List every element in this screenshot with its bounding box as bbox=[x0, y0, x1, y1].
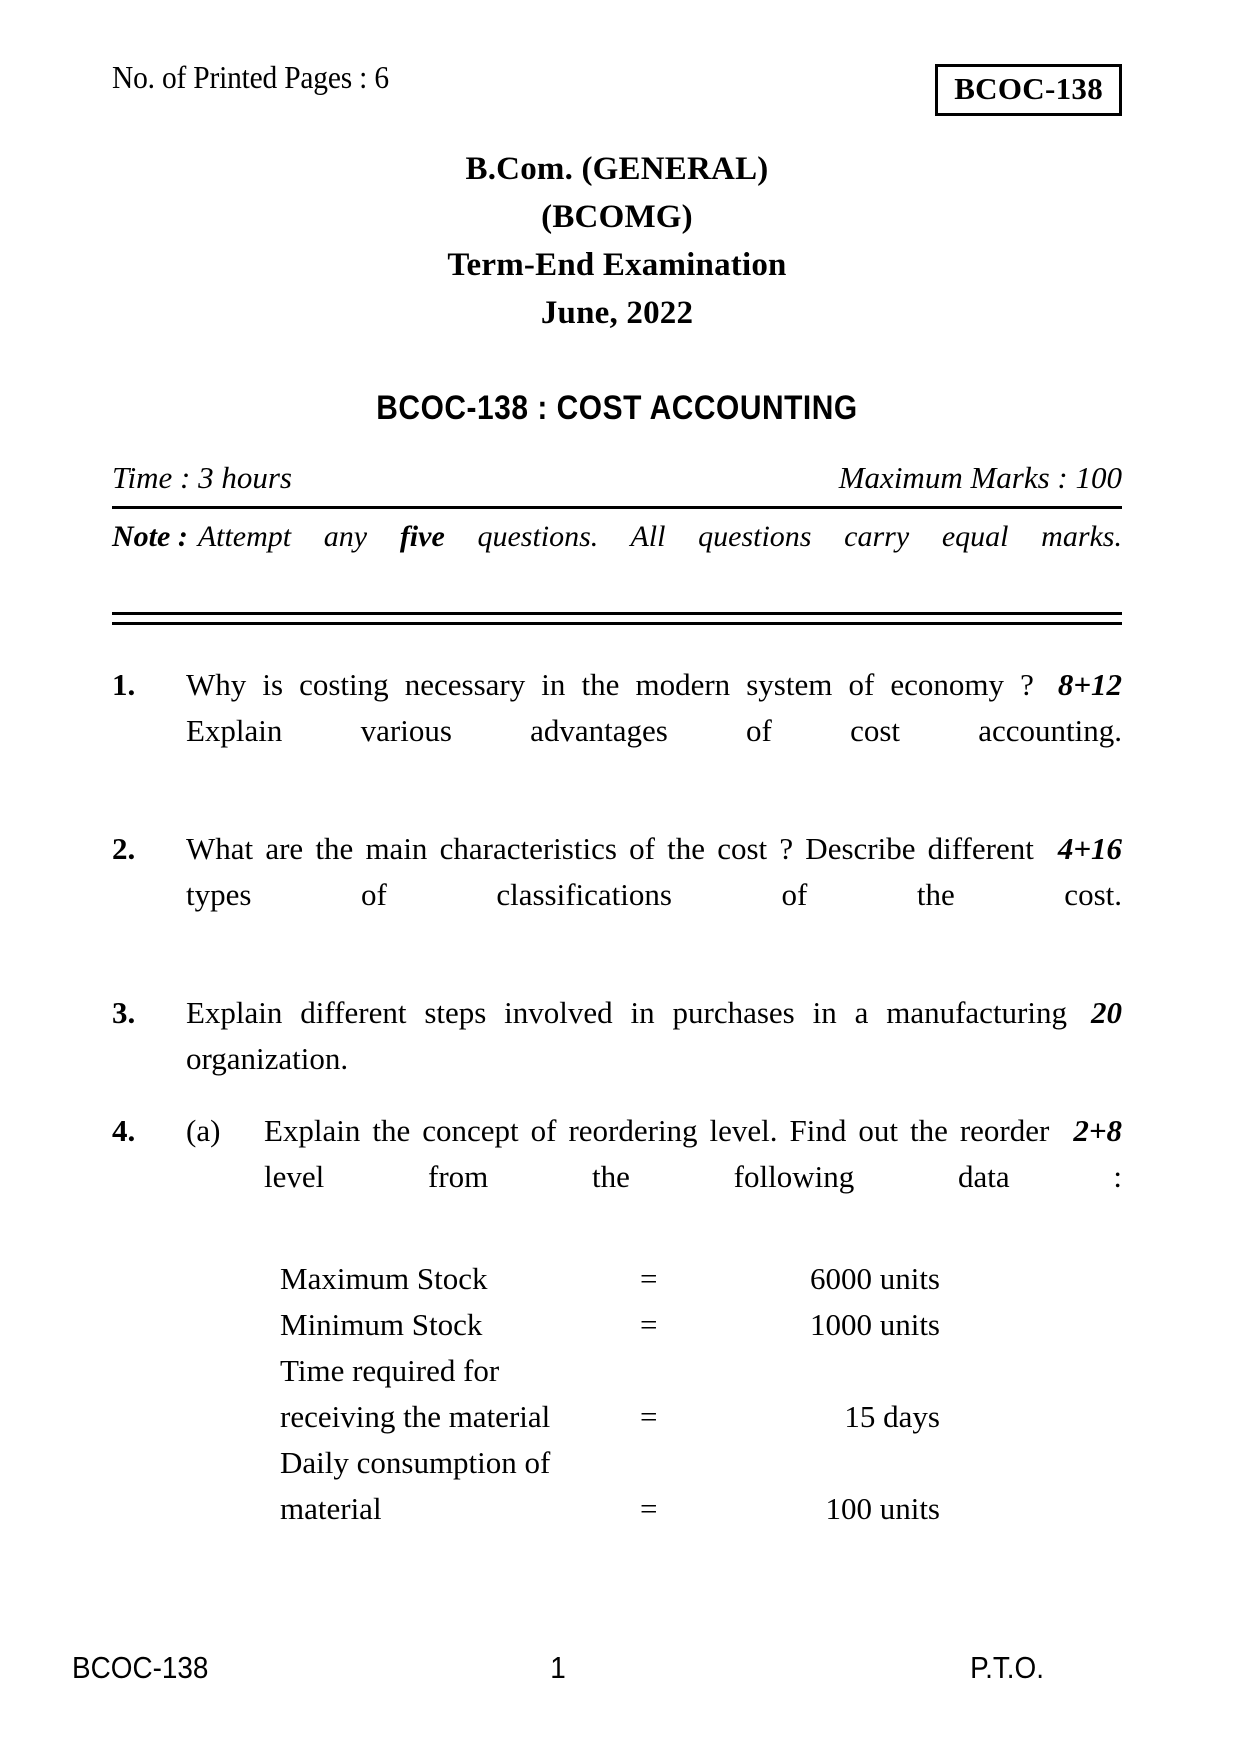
data-label bbox=[280, 1256, 640, 1302]
question-body bbox=[186, 826, 1122, 964]
printed-pages-label: No. of Printed Pages : 6 bbox=[112, 59, 389, 95]
equals-sign: = bbox=[640, 1491, 658, 1526]
question-item bbox=[112, 990, 1122, 1082]
examination-type: Term-End Examination bbox=[447, 247, 787, 283]
program-name: B.Com. (GENERAL) bbox=[465, 151, 769, 187]
data-row bbox=[280, 1348, 970, 1440]
meta-divider-rule bbox=[112, 506, 1122, 509]
data-label-line1: Daily consumption of bbox=[280, 1445, 551, 1480]
data-value: 100 units bbox=[825, 1491, 940, 1526]
question-number: 1. bbox=[112, 667, 136, 702]
data-label-line2: material bbox=[280, 1491, 382, 1526]
time-allowed: Time : 3 hours bbox=[112, 460, 292, 495]
exam-meta-row bbox=[112, 458, 1122, 498]
note-text-after: questions. All questions carry equal marks. bbox=[477, 520, 1122, 553]
question-marks: 8+12 bbox=[1057, 667, 1122, 702]
footer-course-code: BCOC-138 bbox=[72, 1650, 209, 1685]
question-text: Explain the concept of reordering level. Find out the reorder level from the following data : bbox=[264, 1113, 1122, 1194]
equals-sign: = bbox=[640, 1261, 658, 1296]
footer-pto: P.T.O. bbox=[970, 1650, 1044, 1685]
course-code-box: BCOC-138 bbox=[935, 64, 1122, 116]
data-value: 15 days bbox=[844, 1399, 940, 1434]
data-value: 1000 units bbox=[809, 1307, 940, 1342]
question-number: 4. bbox=[112, 1113, 136, 1148]
subject-heading: BCOC-138 : COST ACCOUNTING bbox=[376, 389, 858, 427]
note-divider-double-rule bbox=[112, 612, 1122, 625]
question-text: What are the main characteristics of the cost ? Describe different types of classifications of the cost. bbox=[186, 831, 1122, 912]
program-code: (BCOMG) bbox=[541, 199, 693, 235]
questions-list bbox=[112, 662, 1122, 1558]
question-number: 3. bbox=[112, 995, 136, 1030]
sub-part-body bbox=[264, 1108, 1122, 1532]
maximum-marks: Maximum Marks : 100 bbox=[838, 460, 1122, 495]
equals-sign: = bbox=[640, 1399, 658, 1434]
footer-page-number: 1 bbox=[550, 1650, 566, 1685]
question-marks: 2+8 bbox=[1073, 1113, 1122, 1148]
reorder-data-table bbox=[280, 1256, 970, 1532]
page-footer bbox=[72, 1650, 1044, 1686]
question-number: 2. bbox=[112, 831, 136, 866]
program-title-block bbox=[112, 145, 1122, 337]
data-label bbox=[280, 1440, 640, 1532]
note-text bbox=[198, 516, 1122, 600]
sub-part-label: (a) bbox=[186, 1113, 221, 1148]
question-marks: 4+16 bbox=[1057, 831, 1122, 866]
data-label bbox=[280, 1302, 640, 1348]
data-row bbox=[280, 1256, 970, 1302]
page-header bbox=[112, 60, 1122, 116]
question-text: Explain different steps involved in purchases in a manufacturing organization. bbox=[186, 995, 1067, 1076]
instructions-note bbox=[112, 516, 1122, 600]
question-body bbox=[186, 990, 1122, 1082]
examination-session: June, 2022 bbox=[540, 295, 694, 331]
question-body bbox=[186, 662, 1122, 800]
data-value: 6000 units bbox=[809, 1261, 940, 1296]
data-row bbox=[280, 1440, 970, 1532]
question-text: Why is costing necessary in the modern system of economy ? Explain various advantages of cost accounting. bbox=[186, 667, 1122, 748]
data-label-line1: Maximum Stock bbox=[280, 1261, 488, 1296]
note-label: Note : bbox=[112, 520, 188, 553]
question-item bbox=[112, 1108, 1122, 1532]
data-label-line1: Time required for bbox=[280, 1353, 500, 1388]
equals-sign: = bbox=[640, 1307, 658, 1342]
question-marks: 20 bbox=[1091, 995, 1122, 1030]
data-label-line2: receiving the material bbox=[280, 1399, 551, 1434]
data-row bbox=[280, 1302, 970, 1348]
question-item bbox=[112, 826, 1122, 964]
question-item bbox=[112, 662, 1122, 800]
question-sub-part bbox=[186, 1108, 1122, 1532]
note-text-before: Attempt any bbox=[197, 520, 368, 553]
question-body bbox=[186, 1108, 1122, 1532]
data-label bbox=[280, 1348, 640, 1440]
note-emphasis: five bbox=[399, 520, 445, 553]
data-label-line1: Minimum Stock bbox=[280, 1307, 483, 1342]
